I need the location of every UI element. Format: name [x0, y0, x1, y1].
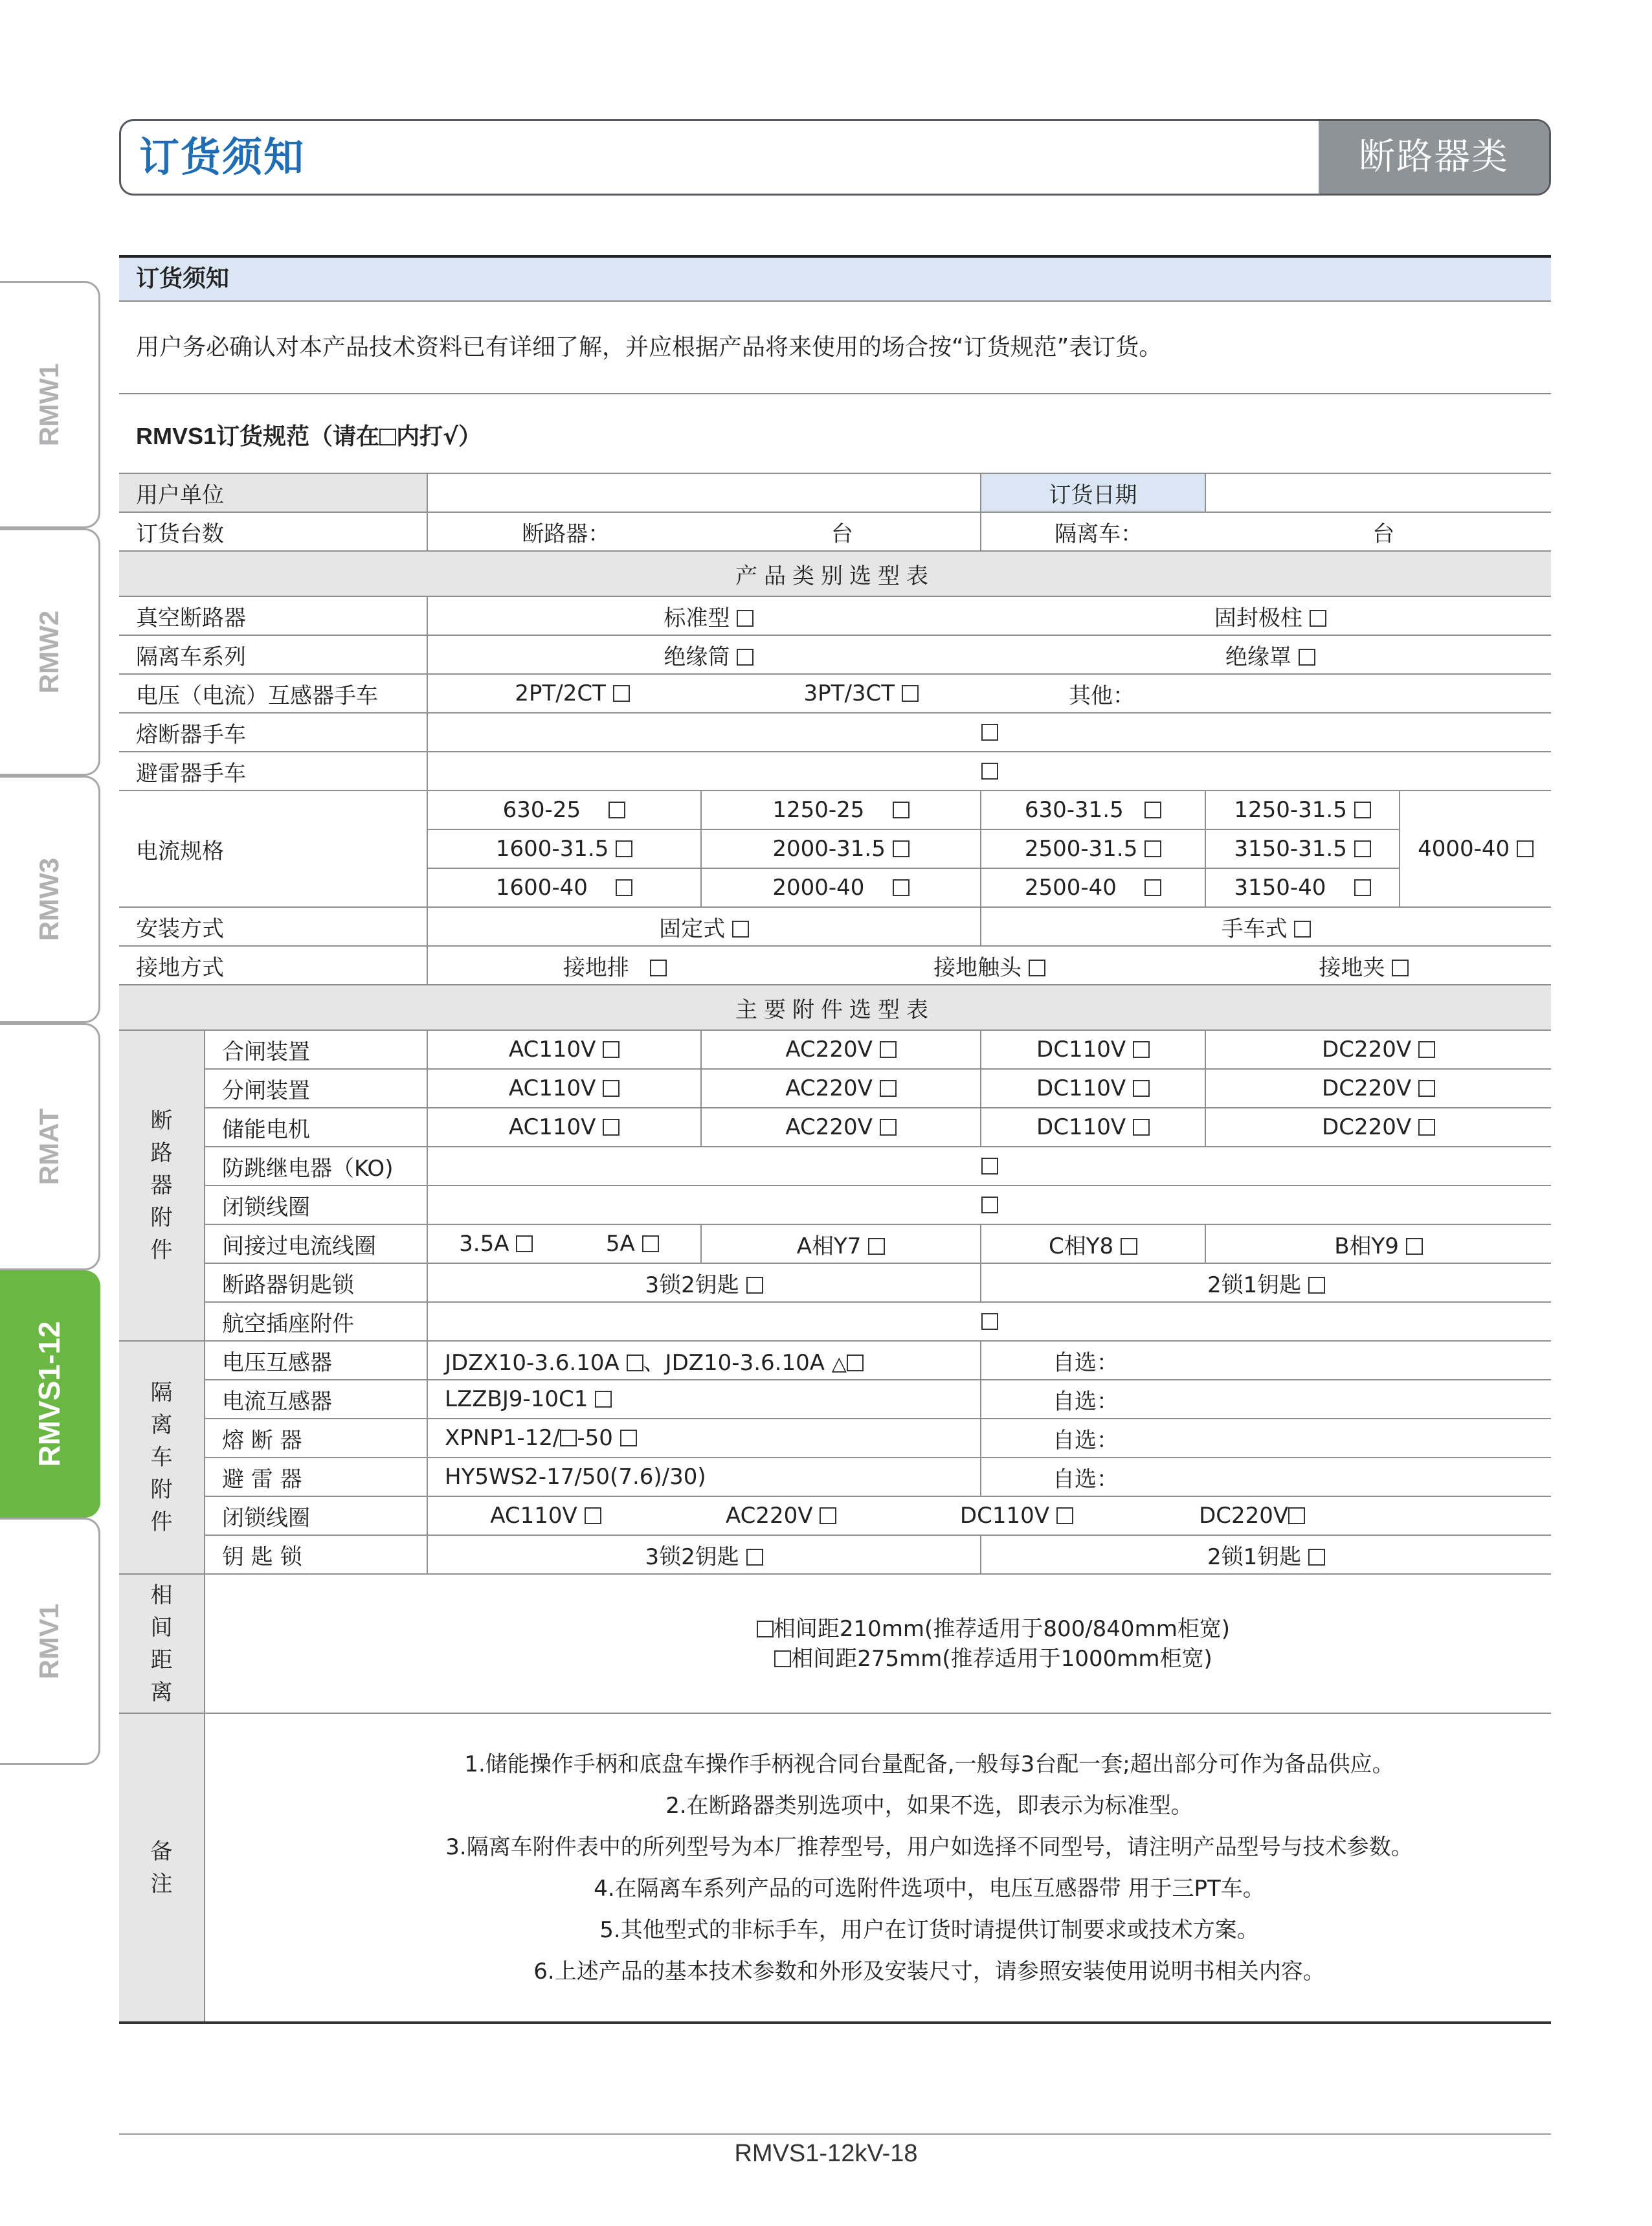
- checkbox-icon[interactable]: [1418, 1080, 1435, 1097]
- rating-label: 1600-31.5: [495, 836, 609, 862]
- checkbox-icon[interactable]: [1121, 1238, 1137, 1255]
- truck-qty-field[interactable]: [981, 512, 1551, 551]
- checkbox-icon[interactable]: [1133, 1041, 1150, 1058]
- checkbox-icon[interactable]: [642, 1235, 659, 1252]
- rating-label: 630-25: [502, 797, 581, 823]
- isolation-series-label: 隔离车系列: [119, 635, 427, 674]
- checkbox-icon[interactable]: [1308, 1277, 1325, 1294]
- rating-option[interactable]: [701, 868, 981, 907]
- side-tab-rmv1[interactable]: [0, 1518, 100, 1765]
- option-insulation-tube[interactable]: [428, 639, 990, 671]
- rating-label: 1250-31.5: [1234, 797, 1347, 823]
- vt-options: [427, 1341, 981, 1380]
- rating-label: 4000-40: [1418, 836, 1510, 862]
- group-char: 附: [150, 1205, 173, 1231]
- page-number: RMVS1-12kV-18: [734, 2140, 918, 2167]
- fuse-truck-label: 熔断器手车: [119, 713, 427, 752]
- checkbox-icon[interactable]: [868, 1238, 885, 1255]
- vt-model-a: JDZX10-3.6.10A: [445, 1349, 620, 1376]
- vt-truck-label: 电压（电流）互感器手车: [119, 674, 427, 713]
- arrester-value: HY5WS2-17/50(7.6)/30): [427, 1457, 981, 1496]
- other-label: 其他：: [1068, 682, 1135, 709]
- note-item: 4.在隔离车系列产品的可选附件选项中，电压互感器带 用于三PT车。: [594, 1875, 1265, 1902]
- option-label: AC110V: [508, 1075, 596, 1101]
- group-char: 路: [150, 1140, 173, 1166]
- customer-label: 用户单位: [119, 473, 427, 512]
- option-label: DC110V: [959, 1503, 1049, 1529]
- option-dc110[interactable]: [981, 1108, 1205, 1147]
- vt-label: 电压互感器: [205, 1341, 427, 1380]
- footer-divider: [119, 2133, 1551, 2135]
- group-char: 附: [150, 1477, 173, 1503]
- intro-text: 用户务必确认对本产品技术资料已有详细了解，并应根据产品将来使用的场合按“订货规范”表订货。: [136, 334, 1163, 361]
- checkbox-icon[interactable]: [893, 879, 910, 896]
- vacuum-breaker-label: 真空断路器: [119, 596, 427, 635]
- option-label: 3PT/3CT: [803, 680, 895, 706]
- ct-label: 电流互感器: [205, 1380, 427, 1419]
- ct-custom[interactable]: 自选：: [981, 1380, 1551, 1419]
- rating-label: 630-31.5: [1024, 797, 1124, 823]
- option-label: 相间距275mm(推荐适用于1000mm柜宽): [791, 1645, 1212, 1672]
- option-dc220[interactable]: [1205, 1108, 1551, 1147]
- rating-option[interactable]: [981, 829, 1205, 868]
- note-item: 2.在断路器类别选项中，如果不选，即表示为标准型。: [665, 1792, 1193, 1819]
- checkbox-icon[interactable]: [560, 1430, 577, 1446]
- spec-model: RMVS1: [136, 423, 217, 449]
- option-label: 3锁2钥匙: [645, 1544, 739, 1570]
- checkbox-icon[interactable]: [757, 1621, 774, 1637]
- aviation-socket-option: [427, 1302, 1551, 1341]
- option-label: DC110V: [1036, 1037, 1126, 1062]
- note-item: 1.储能操作手柄和底盘车操作手柄视合同台量配备,一般每3台配一套;超出部分可作为备品供应。: [464, 1751, 1394, 1777]
- checkbox-icon[interactable]: [981, 763, 998, 780]
- option-label: 固定式: [659, 916, 726, 942]
- option-spacing-210[interactable]: [436, 1614, 1551, 1644]
- checkbox-icon[interactable]: [981, 724, 998, 741]
- option-dc110[interactable]: [981, 1069, 1205, 1108]
- triangle-icon: △: [831, 1352, 847, 1375]
- truck-lock-coil-options: [427, 1496, 1551, 1535]
- option-label: 相间距210mm(推荐适用于800/840mm柜宽): [773, 1615, 1231, 1642]
- rating-label: 2500-40: [1024, 875, 1117, 901]
- option-label: LZZBJ9-10C1: [445, 1386, 588, 1412]
- spec-title: [136, 418, 482, 451]
- notes-group: [119, 1713, 205, 2023]
- rating-option[interactable]: [427, 868, 701, 907]
- checkbox-icon[interactable]: [1288, 1507, 1305, 1524]
- checkbox-icon[interactable]: [616, 840, 632, 857]
- truck-lock-coil-label: 闭锁线圈: [205, 1496, 427, 1535]
- option-label: DC220V: [1322, 1037, 1412, 1062]
- fuse-custom[interactable]: 自选：: [981, 1419, 1551, 1457]
- checkbox-icon[interactable]: [620, 1430, 637, 1446]
- checkbox-icon[interactable]: [585, 1507, 601, 1524]
- side-tab-label: RMW3: [34, 857, 64, 941]
- option-label: AC110V: [508, 1114, 596, 1140]
- option-ac220[interactable]: [701, 1108, 981, 1147]
- grounding-label: 接地方式: [119, 946, 427, 985]
- rating-option[interactable]: [981, 868, 1205, 907]
- breaker-accessory-group: [119, 1030, 205, 1341]
- rating-option[interactable]: [701, 791, 981, 829]
- rating-label: 3150-31.5: [1234, 836, 1347, 862]
- option-a-phase[interactable]: [701, 1224, 981, 1263]
- group-char: 件: [150, 1237, 173, 1263]
- vacuum-breaker-options: [427, 596, 1551, 635]
- breaker-key-lock-label: 断路器钥匙锁: [205, 1263, 427, 1302]
- aviation-socket-label: 航空插座附件: [205, 1302, 427, 1341]
- side-tab-rmw2[interactable]: [0, 528, 100, 776]
- truck-accessory-group: [119, 1341, 205, 1574]
- opening-device-label: 分闸装置: [205, 1069, 427, 1108]
- arrester-truck-option: [427, 752, 1551, 791]
- note-item: 6.上述产品的基本技术参数和外形及安装尺寸，请参照安装使用说明书相关内容。: [533, 1958, 1325, 1984]
- checkbox-icon[interactable]: [1029, 960, 1045, 976]
- section-title: 订货须知: [119, 255, 1551, 302]
- checkbox-icon[interactable]: [1354, 802, 1371, 818]
- option-label: DC220V: [1322, 1114, 1412, 1140]
- option-dc220[interactable]: [1134, 1503, 1370, 1529]
- rating-label: 2500-31.5: [1024, 836, 1138, 862]
- option-label: 接地夹: [1319, 954, 1385, 981]
- arrester-truck-label: 避雷器手车: [119, 752, 427, 791]
- rating-option[interactable]: [427, 791, 701, 829]
- option-label: DC220V: [1199, 1503, 1289, 1529]
- group-char: 隔: [150, 1380, 173, 1406]
- checkbox-icon[interactable]: [1133, 1080, 1150, 1097]
- phase-spacing-group: [119, 1574, 205, 1713]
- rating-option[interactable]: [981, 791, 1205, 829]
- option-label: AC110V: [508, 1037, 596, 1062]
- rating-option[interactable]: [1400, 791, 1551, 907]
- checkbox-icon[interactable]: [1144, 840, 1161, 857]
- checkbox-icon[interactable]: [880, 1119, 897, 1136]
- option-3lock-2key[interactable]: [427, 1535, 981, 1574]
- anti-pump-option: [427, 1147, 1551, 1186]
- checkbox-icon[interactable]: [880, 1041, 897, 1058]
- option-label: -50: [577, 1425, 613, 1451]
- motor-label: 储能电机: [205, 1108, 427, 1147]
- checkbox-icon[interactable]: [516, 1235, 533, 1252]
- option-dc110[interactable]: [899, 1503, 1135, 1529]
- checkbox-icon[interactable]: [981, 1197, 998, 1213]
- option-label: AC220V: [725, 1503, 813, 1529]
- side-tab-rmvs1-12[interactable]: [0, 1270, 100, 1518]
- vt-custom[interactable]: 自选：: [981, 1341, 1551, 1380]
- option-2pt[interactable]: [428, 680, 717, 706]
- checkbox-icon[interactable]: [1308, 1549, 1325, 1566]
- option-dc220[interactable]: [1205, 1030, 1551, 1069]
- accessory-band: 主要附件选型表: [119, 985, 1551, 1030]
- checkbox-icon[interactable]: [1418, 1119, 1435, 1136]
- option-2lock-1key[interactable]: [981, 1535, 1551, 1574]
- vt-truck-options: [427, 674, 1551, 713]
- spec-title-end: 内打√）: [396, 423, 482, 450]
- checkbox-icon[interactable]: [902, 685, 919, 702]
- option-label: C相Y8: [1049, 1233, 1114, 1259]
- unit-label: 台: [831, 521, 853, 547]
- divider: [119, 393, 1551, 394]
- fuse-option[interactable]: [427, 1419, 981, 1457]
- fuse-truck-option: [427, 713, 1551, 752]
- notes-list: [205, 1713, 1551, 2023]
- option-withdrawable[interactable]: [981, 907, 1551, 946]
- checkbox-icon[interactable]: [746, 1277, 763, 1294]
- checkbox-icon[interactable]: [627, 1355, 643, 1371]
- option-ac220[interactable]: [701, 1069, 981, 1108]
- option-label: A相Y7: [796, 1233, 862, 1259]
- side-tab-label: RMW1: [34, 363, 64, 447]
- checkbox-icon[interactable]: [603, 1041, 620, 1058]
- checkbox-icon[interactable]: [1310, 610, 1326, 627]
- checkbox-icon[interactable]: [981, 1313, 998, 1330]
- checkbox-icon[interactable]: [1133, 1119, 1150, 1136]
- checkbox-icon[interactable]: [893, 840, 910, 857]
- option-label: XPNP1-12/: [445, 1425, 561, 1451]
- option-label: 绝缘筒: [664, 644, 730, 670]
- group-char: 车: [150, 1445, 173, 1470]
- option-label: 接地排: [563, 954, 629, 981]
- checkbox-icon[interactable]: [847, 1355, 864, 1371]
- checkbox-icon[interactable]: [1294, 921, 1311, 938]
- truck-key-lock-label: 钥 匙 锁: [205, 1535, 427, 1574]
- option-ground-bar[interactable]: [428, 950, 802, 982]
- checkbox-icon[interactable]: [1144, 802, 1161, 818]
- group-char: 件: [150, 1509, 173, 1535]
- checkbox-icon[interactable]: [1354, 879, 1371, 896]
- option-spacing-275[interactable]: [436, 1644, 1551, 1674]
- option-label: 绝缘罩: [1225, 644, 1291, 670]
- overcurrent-coil-label: 间接过电流线圈: [205, 1224, 427, 1263]
- option-label: B相Y9: [1334, 1233, 1399, 1259]
- category-label: 断路器类: [1319, 121, 1549, 194]
- option-5a[interactable]: [564, 1231, 701, 1257]
- checkbox-icon[interactable]: [746, 1549, 763, 1566]
- checkbox-icon[interactable]: [737, 649, 753, 666]
- option-standard[interactable]: [428, 600, 990, 632]
- checkbox-icon[interactable]: [1406, 1238, 1423, 1255]
- option-label: 5A: [605, 1231, 635, 1257]
- order-spec-table: [119, 473, 1551, 2024]
- checkbox-icon[interactable]: [595, 1391, 612, 1408]
- checkbox-icon[interactable]: [893, 802, 910, 818]
- group-char: 备: [150, 1838, 173, 1865]
- group-char: 离: [150, 1412, 173, 1438]
- fuse-label: 熔 断 器: [205, 1419, 427, 1457]
- option-label: 接地触头: [933, 954, 1022, 981]
- checkbox-icon[interactable]: [608, 802, 625, 818]
- checkbox-icon[interactable]: [1392, 960, 1409, 976]
- option-label: AC220V: [785, 1075, 873, 1101]
- option-label: AC220V: [785, 1037, 873, 1062]
- checkbox-icon[interactable]: [603, 1119, 620, 1136]
- checkbox-icon[interactable]: [880, 1080, 897, 1097]
- option-label: 2PT/2CT: [515, 680, 606, 706]
- checkbox-icon[interactable]: [737, 610, 753, 627]
- option-3pt[interactable]: [717, 680, 1005, 706]
- option-label: AC110V: [490, 1503, 577, 1529]
- side-tab-label: RMV1: [34, 1603, 64, 1680]
- option-b-phase[interactable]: [1205, 1224, 1551, 1263]
- closing-device-label: 合闸装置: [205, 1030, 427, 1069]
- group-char: 注: [150, 1871, 173, 1897]
- side-tab-label: RMW2: [34, 610, 64, 694]
- checkbox-icon[interactable]: [603, 1080, 620, 1097]
- group-char: 距: [150, 1647, 173, 1673]
- group-char: 断: [150, 1108, 173, 1134]
- checkbox-icon[interactable]: [650, 960, 667, 976]
- checkbox-icon[interactable]: [613, 685, 630, 702]
- option-label: DC220V: [1322, 1075, 1412, 1101]
- option-ac110[interactable]: [427, 1069, 701, 1108]
- lock-coil-label: 闭锁线圈: [205, 1186, 427, 1224]
- option-c-phase[interactable]: [981, 1224, 1205, 1263]
- option-solid-pole[interactable]: [990, 600, 1552, 632]
- option-ac220[interactable]: [701, 1030, 981, 1069]
- checkbox-icon[interactable]: [1517, 840, 1534, 857]
- checkbox-icon[interactable]: [1144, 879, 1161, 896]
- order-date-input[interactable]: [1205, 473, 1551, 512]
- note-item: 5.其他型式的非标手车，用户在订货时请提供订制要求或技术方案。: [599, 1917, 1259, 1943]
- rating-option[interactable]: [1205, 829, 1400, 868]
- checkbox-icon[interactable]: [732, 921, 749, 938]
- vt-model-b: 、JDZ10-3.6.10A: [643, 1349, 825, 1376]
- checkbox-icon: [379, 429, 396, 445]
- breaker-qty-label: 断路器：: [522, 521, 610, 547]
- group-char: 离: [150, 1679, 173, 1705]
- quantity-label: 订货台数: [119, 512, 427, 551]
- overcurrent-amp-options: [427, 1224, 701, 1263]
- side-tab-label: RMVS1-12: [32, 1321, 66, 1467]
- grounding-options: [427, 946, 1551, 985]
- breaker-qty-field[interactable]: [427, 512, 981, 551]
- option-dc110[interactable]: [981, 1030, 1205, 1069]
- option-3lock-2key[interactable]: [427, 1263, 981, 1302]
- option-label: 2锁1钥匙: [1207, 1544, 1302, 1570]
- checkbox-icon[interactable]: [1056, 1507, 1073, 1524]
- group-char: 器: [150, 1173, 173, 1198]
- product-band: 产品类别选型表: [119, 551, 1551, 596]
- side-tab-rmw1[interactable]: [0, 281, 100, 528]
- arrester-custom[interactable]: 自选：: [981, 1457, 1551, 1496]
- option-label: DC110V: [1036, 1114, 1126, 1140]
- option-2lock-1key[interactable]: [981, 1263, 1551, 1302]
- option-ground-contact[interactable]: [802, 950, 1176, 982]
- rating-label: 2000-31.5: [772, 836, 886, 862]
- option-fixed[interactable]: [427, 907, 981, 946]
- phase-spacing-options: [205, 1574, 1551, 1713]
- option-label: DC110V: [1036, 1075, 1126, 1101]
- ct-option[interactable]: [427, 1380, 981, 1419]
- option-ac110[interactable]: [427, 1108, 701, 1147]
- rating-label: 3150-40: [1234, 875, 1326, 901]
- group-char: 相: [150, 1582, 173, 1608]
- option-label: 固封极柱: [1214, 605, 1302, 631]
- checkbox-icon[interactable]: [981, 1158, 998, 1175]
- option-label: 手车式: [1221, 916, 1288, 942]
- option-ground-clamp[interactable]: [1177, 950, 1551, 982]
- side-tab-rmw3[interactable]: [0, 776, 100, 1023]
- option-label: 3锁2钥匙: [645, 1272, 739, 1298]
- option-label: AC220V: [785, 1114, 873, 1140]
- side-tab-label: RMAT: [34, 1108, 64, 1186]
- option-3-5a[interactable]: [428, 1231, 564, 1257]
- anti-pump-label: 防跳继电器（KO): [205, 1147, 427, 1186]
- option-insulation-cover[interactable]: [990, 639, 1552, 671]
- rating-option[interactable]: [1205, 791, 1400, 829]
- side-tab-rmat[interactable]: [0, 1023, 100, 1270]
- rating-option[interactable]: [1205, 868, 1400, 907]
- option-label: 2锁1钥匙: [1207, 1272, 1302, 1298]
- lock-coil-option: [427, 1186, 1551, 1224]
- page-header: [119, 119, 1551, 196]
- group-char: 间: [150, 1614, 173, 1641]
- note-item: 3.隔离车附件表中的所列型号为本厂推荐型号，用户如选择不同型号，请注明产品型号与技术参数。: [445, 1834, 1413, 1860]
- option-dc220[interactable]: [1205, 1069, 1551, 1108]
- option-ac220[interactable]: [664, 1503, 899, 1529]
- arrester-label: 避 雷 器: [205, 1457, 427, 1496]
- checkbox-icon[interactable]: [1299, 649, 1315, 666]
- rating-label: 2000-40: [772, 875, 865, 901]
- spec-title-text: 订货规范（请在: [216, 423, 380, 450]
- checkbox-icon[interactable]: [820, 1507, 836, 1524]
- checkbox-icon[interactable]: [774, 1650, 791, 1667]
- current-rating-label: 电流规格: [119, 791, 427, 907]
- truck-qty-label: 隔离车：: [1055, 521, 1143, 547]
- rating-option[interactable]: [701, 829, 981, 868]
- option-label: 标准型: [664, 605, 730, 631]
- rating-label: 1600-40: [495, 875, 588, 901]
- customer-input[interactable]: [427, 473, 981, 512]
- install-label: 安装方式: [119, 907, 427, 946]
- checkbox-icon[interactable]: [616, 879, 632, 896]
- checkbox-icon[interactable]: [1354, 840, 1371, 857]
- option-label: 3.5A: [459, 1231, 509, 1257]
- rating-option[interactable]: [427, 829, 701, 868]
- unit-label: 台: [1372, 521, 1395, 547]
- page-title: 订货须知: [139, 133, 306, 181]
- isolation-series-options: [427, 635, 1551, 674]
- checkbox-icon[interactable]: [1418, 1041, 1435, 1058]
- option-ac110[interactable]: [428, 1503, 664, 1529]
- rating-label: 1250-25: [772, 797, 865, 823]
- order-date-label: 订货日期: [981, 473, 1205, 512]
- option-ac110[interactable]: [427, 1030, 701, 1069]
